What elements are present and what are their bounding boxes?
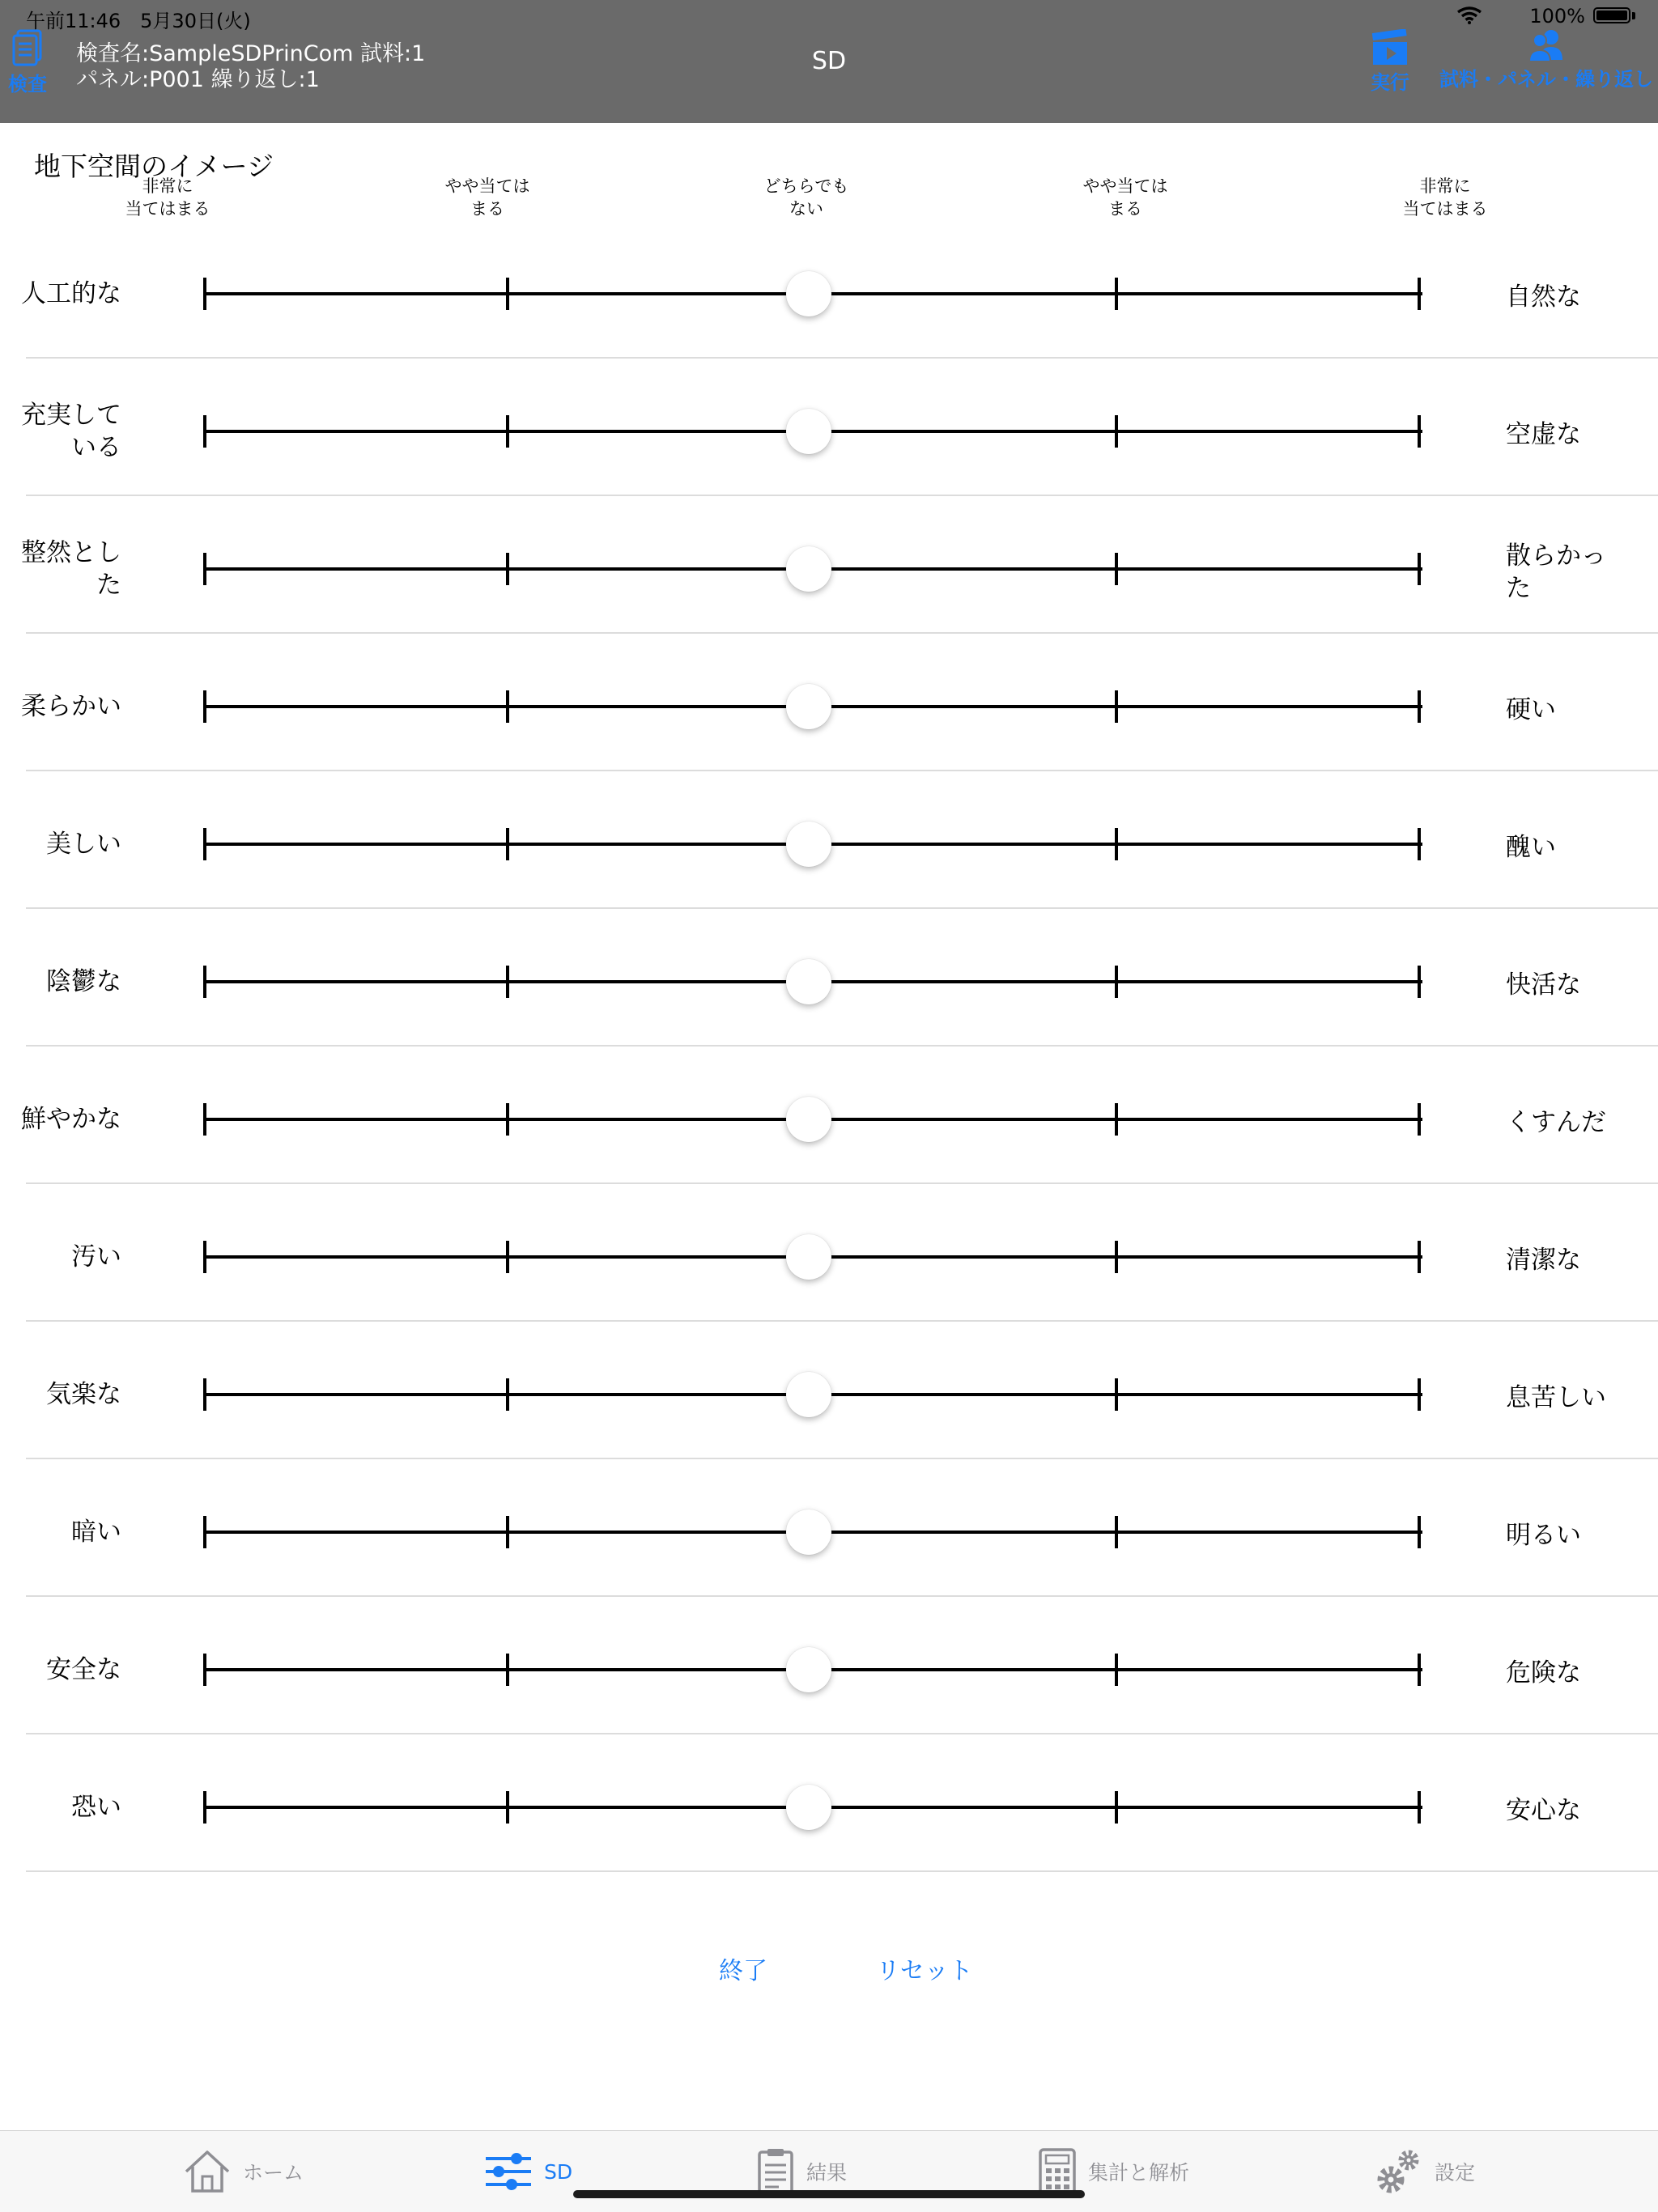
tab-bar xyxy=(0,2130,1658,2212)
right-adjective: 自然な xyxy=(1506,282,1581,312)
sample-panel-repeat-label: 試料・パネル・繰り返し xyxy=(1439,68,1653,91)
slider-tick xyxy=(203,966,206,998)
run-label: 実行 xyxy=(1371,71,1409,94)
slider-tick xyxy=(506,690,509,723)
tab-results-label: 結果 xyxy=(806,2161,848,2184)
slider-tick xyxy=(1418,690,1421,723)
row-separator xyxy=(26,1182,1658,1184)
slider-thumb[interactable] xyxy=(786,1647,831,1692)
row-separator xyxy=(26,357,1658,359)
left-adjective: 充実して いる xyxy=(21,401,121,462)
slider-tick xyxy=(203,415,206,448)
inspection-info: 検査名:SampleSDPrinCom 試料:1 xyxy=(76,41,426,66)
slider-tick xyxy=(506,1791,509,1824)
slider-tick xyxy=(1418,553,1421,585)
row-separator xyxy=(26,632,1658,634)
slider-thumb[interactable] xyxy=(786,1097,831,1142)
tab-sd[interactable] xyxy=(484,2147,572,2196)
left-adjective: 柔らかい xyxy=(21,692,121,721)
right-adjective: 快活な xyxy=(1506,970,1581,1000)
reset-button[interactable]: リセット xyxy=(876,1957,973,1985)
sd-item-row xyxy=(0,1601,1658,1739)
slider-thumb[interactable] xyxy=(786,1234,831,1280)
slider-tick xyxy=(1115,1791,1118,1824)
slider-tick xyxy=(1115,690,1118,723)
slider-tick xyxy=(203,278,206,310)
slider-tick xyxy=(1418,1378,1421,1411)
slider-tick xyxy=(203,1241,206,1273)
tab-analysis[interactable] xyxy=(1038,2147,1189,2196)
section-title: 地下空間のイメージ xyxy=(34,151,274,182)
right-adjective: 安心な xyxy=(1506,1796,1581,1825)
slider-tick xyxy=(1418,415,1421,448)
right-adjective: 清潔な xyxy=(1506,1246,1581,1275)
slider-thumb[interactable] xyxy=(786,684,831,729)
slider-thumb[interactable] xyxy=(786,271,831,316)
slider-tick xyxy=(1115,553,1118,585)
sliders-icon xyxy=(484,2149,533,2194)
wifi-icon xyxy=(1457,6,1482,24)
slider-tick xyxy=(506,1378,509,1411)
slider-tick xyxy=(506,1103,509,1136)
slider-tick xyxy=(1115,1378,1118,1411)
left-adjective: 汚い xyxy=(71,1242,121,1272)
tab-sd-label: SD xyxy=(544,2159,573,2184)
slider-tick xyxy=(1115,1241,1118,1273)
right-adjective: 硬い xyxy=(1506,695,1556,724)
row-separator xyxy=(26,1320,1658,1322)
slider-thumb[interactable] xyxy=(786,822,831,867)
slider-tick xyxy=(1115,828,1118,860)
sd-item-row xyxy=(0,363,1658,500)
slider-tick xyxy=(506,415,509,448)
panel-info: パネル:P001 繰り返し:1 xyxy=(76,67,320,92)
slider-thumb[interactable] xyxy=(786,959,831,1004)
slider-tick xyxy=(1115,966,1118,998)
tab-analysis-label: 集計と解析 xyxy=(1088,2161,1190,2184)
row-separator xyxy=(26,1870,1658,1872)
slider-thumb[interactable] xyxy=(786,1509,831,1555)
slider-tick xyxy=(203,828,206,860)
calculator-icon xyxy=(1038,2147,1077,2196)
scale-label: どちらでも ない xyxy=(763,176,849,219)
page-title: SD xyxy=(811,47,847,75)
left-adjective: 陰鬱な xyxy=(46,967,121,996)
row-separator xyxy=(26,495,1658,496)
slider-tick xyxy=(1115,1654,1118,1686)
row-separator xyxy=(26,770,1658,771)
tab-settings[interactable] xyxy=(1373,2147,1475,2196)
sd-item-row xyxy=(0,500,1658,638)
slider-tick xyxy=(203,553,206,585)
slider-tick xyxy=(506,1654,509,1686)
sd-item-row xyxy=(0,638,1658,775)
sd-item-row xyxy=(0,225,1658,363)
clapperboard-icon xyxy=(1371,29,1409,66)
slider-tick xyxy=(1115,415,1118,448)
sd-item-row xyxy=(0,775,1658,913)
slider-tick xyxy=(1418,828,1421,860)
scale-label: 非常に 当てはまる xyxy=(1402,176,1488,219)
slider-tick xyxy=(1418,1791,1421,1824)
sd-item-row xyxy=(0,1326,1658,1463)
slider-thumb[interactable] xyxy=(786,409,831,454)
sd-item-row xyxy=(0,1051,1658,1188)
nav-bar xyxy=(0,0,1658,123)
right-adjective: くすんだ xyxy=(1506,1108,1606,1137)
tab-settings-label: 設定 xyxy=(1435,2161,1476,2184)
tab-results[interactable] xyxy=(756,2147,847,2196)
battery-icon xyxy=(1593,7,1630,23)
status-time: 午前11:46 5月30日(火) xyxy=(26,10,251,32)
slider-thumb[interactable] xyxy=(786,1372,831,1417)
finish-button[interactable]: 終了 xyxy=(719,1957,767,1985)
sd-item-row xyxy=(0,1463,1658,1601)
slider-tick xyxy=(506,966,509,998)
left-adjective: 暗い xyxy=(71,1518,121,1547)
left-adjective: 恐い xyxy=(71,1793,121,1822)
slider-tick xyxy=(506,278,509,310)
slider-tick xyxy=(506,1516,509,1548)
slider-tick xyxy=(203,1654,206,1686)
right-adjective: 危険な xyxy=(1506,1658,1581,1688)
row-separator xyxy=(26,1733,1658,1734)
slider-tick xyxy=(1418,278,1421,310)
clipboard-icon xyxy=(756,2147,795,2196)
home-icon xyxy=(183,2149,232,2194)
slider-tick xyxy=(1115,1516,1118,1548)
scale-label: やや当ては まる xyxy=(444,176,530,219)
slider-tick xyxy=(1418,1654,1421,1686)
battery-percent: 100% xyxy=(1529,5,1585,28)
row-separator xyxy=(26,1045,1658,1047)
sd-item-row xyxy=(0,1739,1658,1876)
slider-thumb[interactable] xyxy=(786,546,831,592)
slider-tick xyxy=(203,1516,206,1548)
users-icon xyxy=(1525,28,1567,65)
left-adjective: 美しい xyxy=(46,830,121,859)
left-adjective: 鮮やかな xyxy=(21,1105,121,1134)
left-adjective: 気楽な xyxy=(46,1380,121,1409)
slider-tick xyxy=(203,1378,206,1411)
slider-tick xyxy=(203,1103,206,1136)
row-separator xyxy=(26,1595,1658,1597)
slider-tick xyxy=(1115,278,1118,310)
left-adjective: 整然とし た xyxy=(21,538,121,600)
run-button[interactable] xyxy=(1367,29,1414,95)
slider-tick xyxy=(1418,966,1421,998)
slider-tick xyxy=(1418,1516,1421,1548)
slider-thumb[interactable] xyxy=(786,1785,831,1830)
slider-tick xyxy=(1115,1103,1118,1136)
sd-item-row xyxy=(0,913,1658,1051)
right-adjective: 空虚な xyxy=(1506,420,1581,449)
scale-label: 非常に 当てはまる xyxy=(125,176,210,219)
slider-tick xyxy=(506,828,509,860)
right-adjective: 息苦しい xyxy=(1506,1383,1606,1412)
right-adjective: 醜い xyxy=(1506,833,1556,862)
sd-item-row xyxy=(0,1188,1658,1326)
slider-tick xyxy=(506,553,509,585)
sample-panel-repeat-button[interactable] xyxy=(1438,28,1655,91)
slider-tick xyxy=(203,690,206,723)
row-separator xyxy=(26,1458,1658,1459)
tab-home[interactable] xyxy=(183,2147,304,2196)
inspect-label: 検査 xyxy=(8,73,47,96)
tab-home-label: ホーム xyxy=(243,2161,304,2184)
slider-tick xyxy=(1418,1241,1421,1273)
battery-tip xyxy=(1632,12,1635,19)
gears-icon xyxy=(1373,2147,1423,2196)
slider-tick xyxy=(506,1241,509,1273)
row-separator xyxy=(26,907,1658,909)
home-indicator xyxy=(573,2190,1085,2198)
right-adjective: 明るい xyxy=(1506,1521,1581,1550)
right-adjective: 散らかっ た xyxy=(1506,541,1606,603)
left-adjective: 安全な xyxy=(46,1655,121,1684)
slider-tick xyxy=(203,1791,206,1824)
slider-tick xyxy=(1418,1103,1421,1136)
left-adjective: 人工的な xyxy=(21,279,121,308)
scale-label: やや当ては まる xyxy=(1082,176,1168,219)
